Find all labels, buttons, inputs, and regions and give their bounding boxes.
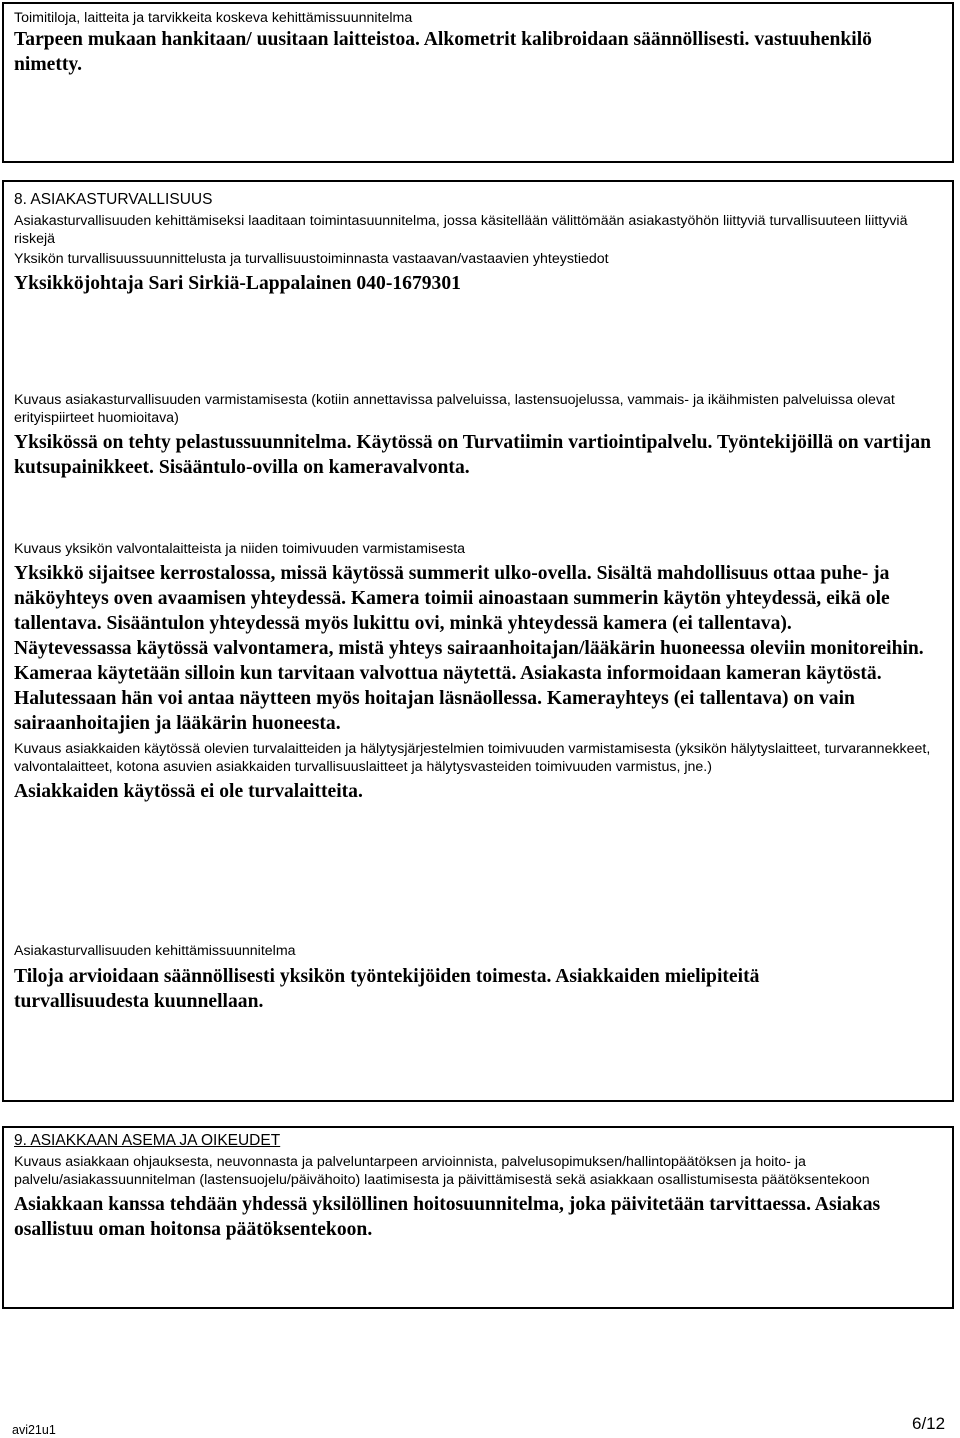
surveillance-value-2: Näytevessassa käytössä valvontamera, mistä yhteys sairaanhoitajan/lääkärin huoneessa oleviin monitoreihin. Kameraa käytetään silloin kun tarvitaan valvottua näytettä. Asiakasta informoidaan kameran käytöstä. Halutessaan hän voi antaa näytteen myös hoitajan läsnäollessa. Kamerayhteys (ei tallentava) on vain sairaanhoitajien ja lääkärin huoneesta.	[14, 638, 924, 734]
client-safety-description-value: Yksikössä on tehty pelastussuunnitelma. Käytössä on Turvatiimin vartiointipalvelu. Työntekijöillä on vartijan kutsupainikkeet. Sisääntulo-ovilla on kameravalvonta.	[14, 432, 932, 478]
client-rights-box	[2, 1126, 954, 1309]
safety-contact-label: Yksikön turvallisuussuunnittelusta ja turvallisuustoiminnasta vastaavan/vastaavien yhteystiedot	[14, 251, 609, 267]
facilities-plan-text: Tarpeen mukaan hankitaan/ uusitaan laitteistoa. Alkometrit kalibroidaan säännöllisesti. vastuuhenkilö nimetty.	[14, 29, 872, 75]
page-number: 6/12	[912, 1414, 946, 1433]
client-safety-box	[2, 180, 954, 1102]
section-8-heading: 8. ASIAKASTURVALLISUUS	[14, 191, 213, 208]
facilities-plan-box	[2, 2, 954, 163]
facilities-plan-label: Toimitiloja, laitteita ja tarvikkeita koskeva kehittämissuunnitelma	[14, 10, 413, 26]
client-guidance-text: Asiakkaan kanssa tehdään yhdessä yksilöllinen hoitosuunnitelma, joka päivitetään tarvittaessa. Asiakas osallistuu oman hoitonsa päätöksentekoon.	[14, 1194, 881, 1240]
safety-contact-value: Yksikköjohtaja Sari Sirkiä-Lappalainen 040-1679301	[14, 273, 461, 294]
surveillance-value-1: Yksikkö sijaitsee kerrostalossa, missä käytössä summerit ulko-ovella. Sisältä mahdollisuus ottaa puhe- ja näköyhteys oven avaamisen yhteydessä. Kamera toimii ainoastaan summerin käytön yhteydessä, eikä ole tallentava. Sisääntulon yhteydessä myös lukittu ovi, minkä yhteydessä kamera (ei tallentava).	[14, 563, 890, 634]
safety-development-label: Asiakasturvallisuuden kehittämissuunnitelma	[14, 943, 296, 959]
document-code: avi21u1	[12, 1423, 56, 1437]
surveillance-label: Kuvaus yksikön valvontalaitteista ja niiden toimivuuden varmistamisesta	[14, 541, 466, 557]
client-guidance-label: Kuvaus asiakkaan ohjauksesta, neuvonnasta ja palveluntarpeen arvioinnista, palvelusopimuksen/hallintopäätöksen ja hoito- ja palvelu/asiakassuunnitelman (lastensuojelu/päivähoito) laatimisesta ja päivittämisestä sekä asiakkaan osallistumisesta päätöksentekoon	[14, 1154, 870, 1188]
safety-development-text: Tiloja arvioidaan säännöllisesti yksikön työntekijöiden toimesta. Asiakkaiden mielipiteitä turvallisuudesta kuunnellaan.	[14, 966, 760, 1012]
safety-development-plan	[4, 942, 944, 1014]
alarm-systems-value: Asiakkaiden käytössä ei ole turvalaitteita.	[14, 781, 363, 802]
alarm-systems-label: Kuvaus asiakkaiden käytössä olevien turvalaitteiden ja hälytysjärjestelmien toimivuuden varmistamisesta (yksikön hälytyslaitteet, turvarannekkeet, valvontalaitteet, kotona asuvien asiakkaiden turvallisuuslaitteet ja hälytysvasteiden toimivuuden varmistus, jne.)	[14, 741, 931, 775]
client-safety-description-label: Kuvaus asiakasturvallisuuden varmistamisesta (kotiin annettavissa palveluissa, lastensuojelussa, vammais- ja ikäihmisten palveluissa olevat erityispiirteet huomioitava)	[14, 392, 895, 426]
section-9-heading: 9. ASIAKKAAN ASEMA JA OIKEUDET	[14, 1132, 281, 1149]
client-safety-intro: Asiakasturvallisuuden kehittämiseksi laaditaan toimintasuunnitelma, jossa käsitellään välittömään asiakastyöhön liittyviä turvallisuuteen liittyviä riskejä	[14, 213, 908, 247]
